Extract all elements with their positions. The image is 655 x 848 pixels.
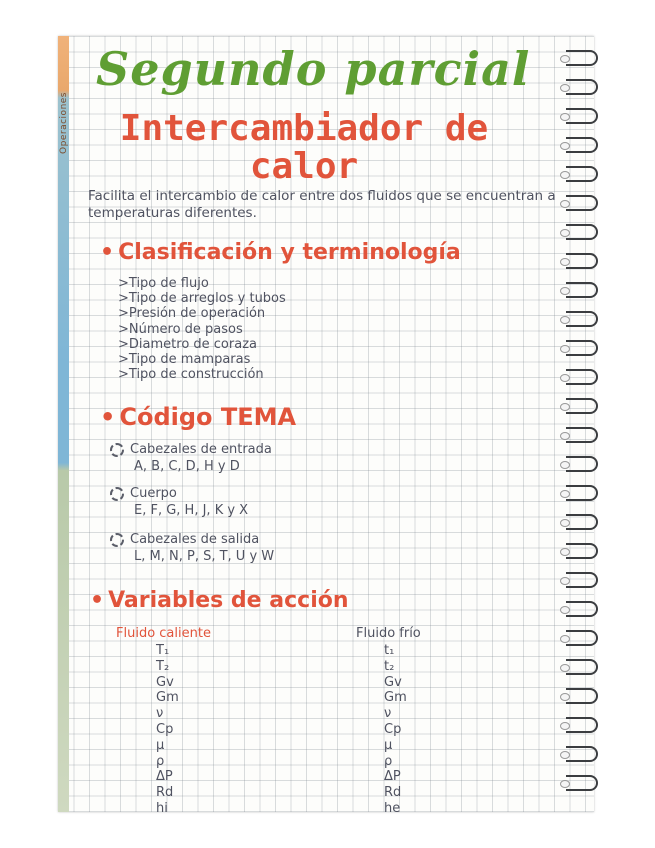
spiral-ring bbox=[566, 253, 598, 269]
variable-item: ρ bbox=[384, 753, 393, 769]
spiral-binding bbox=[566, 50, 602, 810]
hot-fluid-heading: Fluido caliente bbox=[116, 626, 211, 641]
definition-text: Facilita el intercambio de calor entre dos fluidos que se encuentran a temperaturas diferentes. bbox=[88, 188, 556, 221]
list-item-text: Tipo de construcción bbox=[128, 367, 264, 383]
spiral-ring bbox=[566, 485, 598, 501]
edge-label: Operaciones bbox=[59, 92, 69, 154]
list-item-text: Diametro de coraza bbox=[128, 336, 257, 352]
variable-item: hi bbox=[156, 800, 168, 816]
list-item-text: Tipo de arreglos y tubos bbox=[128, 291, 286, 307]
variable-item: μ bbox=[384, 737, 393, 753]
variable-item: μ bbox=[156, 737, 165, 753]
spiral-ring bbox=[566, 427, 598, 443]
section-tema-label: Código TEMA bbox=[119, 403, 297, 431]
cold-fluid-vars bbox=[356, 643, 421, 817]
tema-group-letters: L, M, N, P, S, T, U y W bbox=[134, 549, 275, 564]
tema-group-heading: Cabezales de salida bbox=[130, 532, 260, 547]
spiral-ring bbox=[566, 282, 598, 298]
spiral-ring bbox=[566, 543, 598, 559]
variable-item: Cp bbox=[156, 721, 174, 737]
list-item: >Tipo de arreglos y tubos bbox=[118, 291, 286, 307]
bullet-dot: • bbox=[100, 403, 116, 431]
variable-item: Rd bbox=[156, 785, 174, 801]
variable-item: Cp bbox=[384, 721, 402, 737]
variable-item: Rd bbox=[384, 785, 402, 801]
list-item: >Número de pasos bbox=[118, 321, 243, 337]
spiral-ring bbox=[566, 224, 598, 240]
list-item: >Tipo de flujo bbox=[118, 276, 209, 291]
variable-item: ν bbox=[156, 706, 164, 722]
dashed-circle-icon bbox=[110, 443, 124, 457]
spiral-ring bbox=[566, 108, 598, 124]
spiral-ring bbox=[566, 746, 598, 762]
spiral-ring bbox=[566, 137, 598, 153]
classification-list bbox=[118, 276, 286, 382]
variable-item: t₂ bbox=[384, 658, 395, 674]
spiral-ring bbox=[566, 659, 598, 675]
spiral-ring bbox=[566, 717, 598, 733]
spiral-ring bbox=[566, 572, 598, 588]
topic-title-line2: calor bbox=[249, 146, 359, 187]
variable-item: Gv bbox=[156, 674, 174, 690]
tema-group-letters: A, B, C, D, H y D bbox=[134, 459, 240, 474]
bullet-dot: • bbox=[100, 240, 115, 265]
variable-item: ΔP bbox=[384, 769, 401, 785]
page-title: Segundo parcial bbox=[96, 42, 531, 96]
list-item: >Tipo de mamparas bbox=[118, 352, 251, 368]
variable-item: ν bbox=[384, 706, 392, 722]
spiral-ring bbox=[566, 456, 598, 472]
spiral-ring bbox=[566, 79, 598, 95]
list-item-text: Tipo de mamparas bbox=[128, 352, 251, 368]
tema-group-heading: Cabezales de entrada bbox=[130, 442, 272, 457]
list-item: >Presión de operación bbox=[118, 306, 266, 322]
list-item-text: Número de pasos bbox=[128, 321, 243, 337]
spiral-ring bbox=[566, 514, 598, 530]
bullet-dot: • bbox=[90, 588, 105, 613]
list-item-text: Tipo de flujo bbox=[128, 276, 209, 291]
variable-item: t₁ bbox=[384, 643, 395, 658]
variable-item: he bbox=[384, 800, 401, 816]
hot-fluid-column bbox=[116, 626, 211, 817]
variable-item: Gm bbox=[384, 690, 407, 706]
list-item: >Diametro de coraza bbox=[118, 336, 257, 352]
variable-item: T₂ bbox=[156, 658, 170, 674]
variable-item: Gm bbox=[156, 690, 179, 706]
variable-item: ΔP bbox=[156, 769, 173, 785]
spiral-ring bbox=[566, 630, 598, 646]
tema-group-heading: Cuerpo bbox=[130, 486, 177, 501]
cold-fluid-heading: Fluido frío bbox=[356, 626, 421, 641]
dashed-circle-icon bbox=[110, 533, 124, 547]
spiral-ring bbox=[566, 311, 598, 327]
section-variables-title bbox=[90, 588, 349, 613]
tema-group-shell bbox=[110, 486, 248, 518]
spiral-ring bbox=[566, 775, 598, 791]
section-variables-label: Variables de acción bbox=[108, 588, 349, 613]
dashed-circle-icon bbox=[110, 487, 124, 501]
list-item-text: Presión de operación bbox=[128, 306, 266, 322]
spiral-ring bbox=[566, 340, 598, 356]
section-classification-label: Clasificación y terminología bbox=[118, 240, 461, 265]
spiral-ring bbox=[566, 195, 598, 211]
variable-item: Gv bbox=[384, 674, 402, 690]
variable-item: ρ bbox=[156, 753, 165, 769]
hot-fluid-vars bbox=[116, 643, 211, 817]
section-classification-title bbox=[100, 240, 461, 265]
spiral-ring bbox=[566, 50, 598, 66]
list-item: >Tipo de construcción bbox=[118, 367, 264, 383]
section-tema-title bbox=[100, 403, 296, 431]
spiral-ring bbox=[566, 398, 598, 414]
tema-group-inlet bbox=[110, 442, 272, 474]
spiral-ring bbox=[566, 688, 598, 704]
variable-item: T₁ bbox=[156, 643, 170, 658]
tema-group-outlet bbox=[110, 532, 274, 564]
cold-fluid-column bbox=[356, 626, 421, 817]
topic-title bbox=[84, 110, 524, 186]
tema-group-letters: E, F, G, H, J, K y X bbox=[134, 503, 249, 518]
spiral-ring bbox=[566, 601, 598, 617]
spiral-ring bbox=[566, 369, 598, 385]
spiral-ring bbox=[566, 166, 598, 182]
topic-title-line1: Intercambiador de bbox=[119, 108, 489, 149]
